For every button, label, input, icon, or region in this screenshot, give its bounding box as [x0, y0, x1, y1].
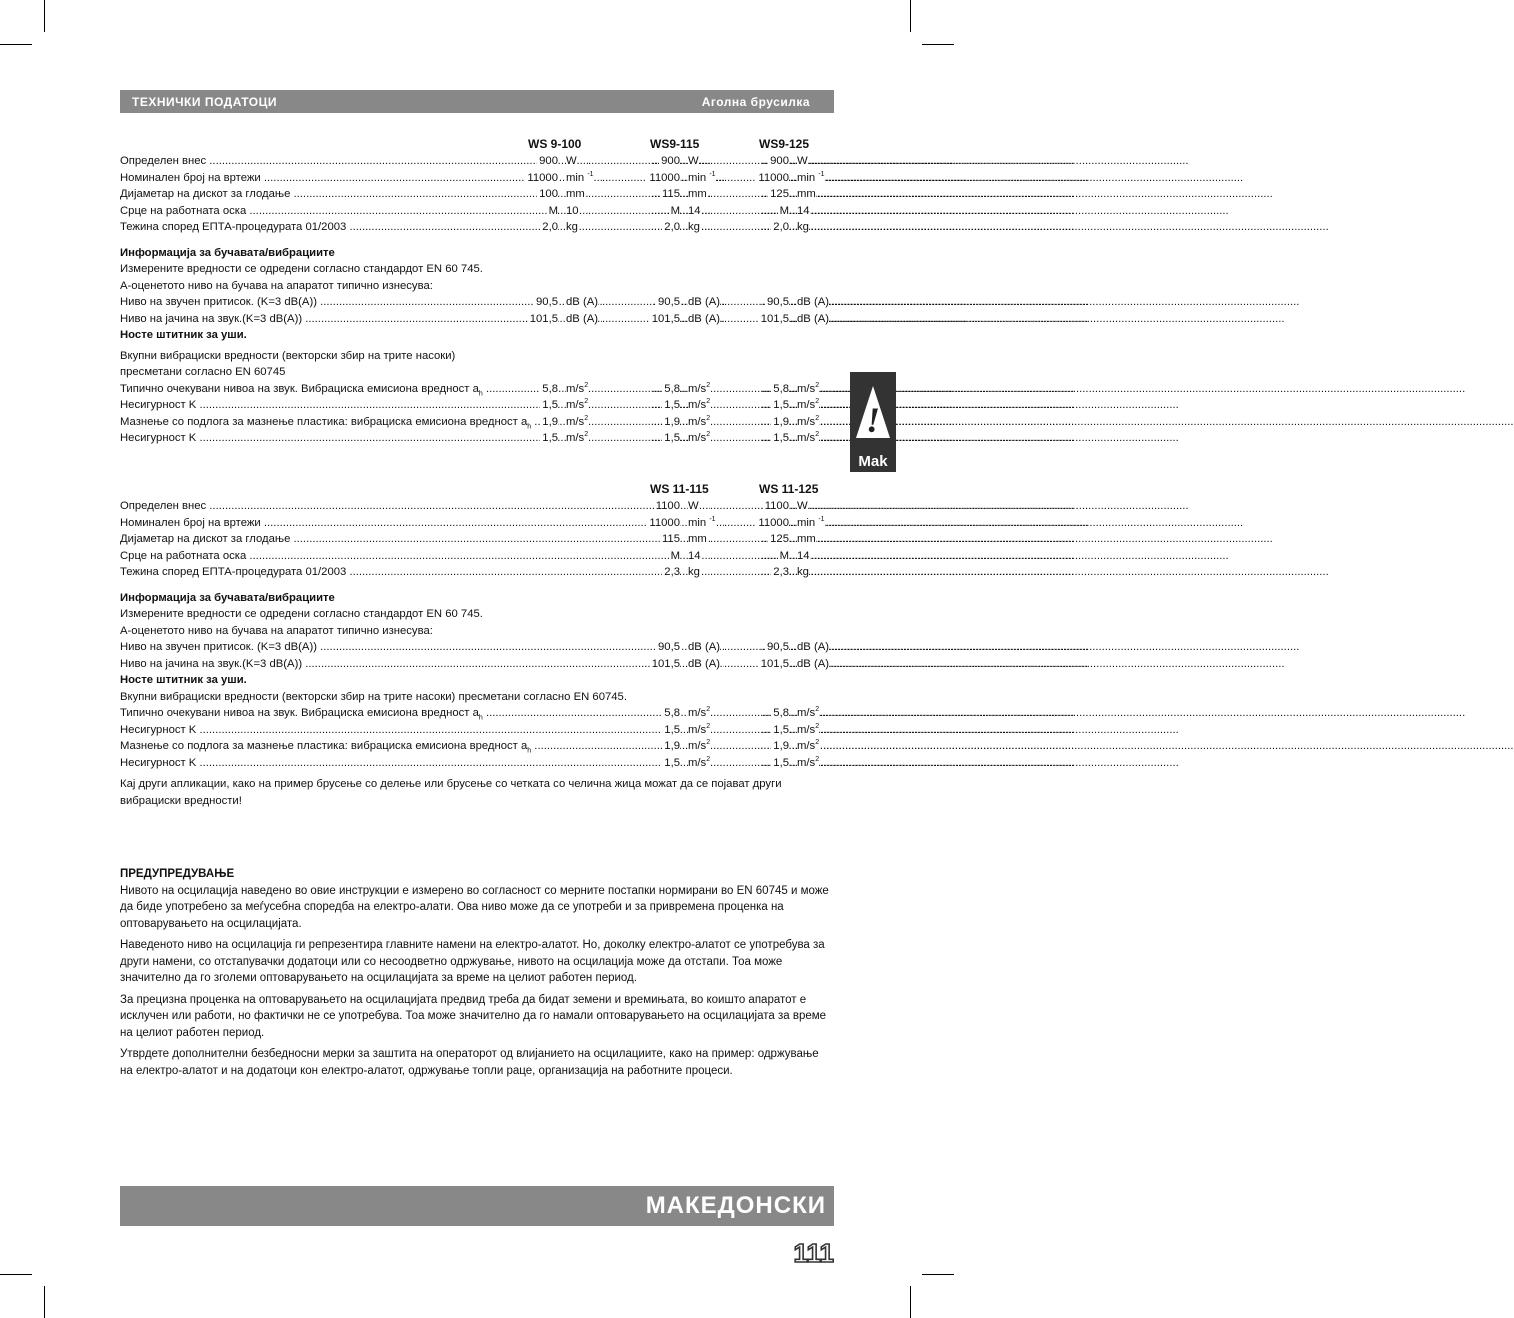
dot-leader [588, 203, 652, 220]
spec-label: Номинален број на вртежи ..... [120, 170, 530, 187]
spec-label: Ниво на звучен притисок. (K=3 dB(A)) ..... [120, 294, 530, 311]
spec-label: Срце на работната оска ..... [120, 548, 652, 565]
language-label: МАКЕДОНСКИ [645, 1192, 826, 1219]
spec-unit: $m/s^2$ [797, 755, 819, 772]
spec-unit: 14 [688, 203, 701, 220]
spec-unit: $m/s^2$ [688, 755, 710, 772]
dot-leader [710, 397, 761, 414]
spec-value: 100 [537, 186, 558, 203]
spec-value: 101,5 [759, 311, 789, 328]
spec-unit: $m/s^2$ [688, 705, 710, 722]
spec-unit: $m/s^2$ [797, 414, 819, 431]
dot-leader [588, 153, 652, 170]
spec-row [120, 430, 834, 447]
model-name: WS 11-115 [650, 482, 709, 496]
dot-leader [710, 153, 761, 170]
crop-mark [910, 1286, 911, 1318]
spec-row [120, 397, 834, 414]
spec-unit: $m/s^2$ [566, 414, 588, 431]
spec-value: 1,5 [540, 430, 558, 447]
spec-unit: $m/s^2$ [797, 722, 819, 739]
dot-leader [724, 656, 761, 673]
dot-leader [710, 755, 761, 772]
spec-unit: dB (A) [688, 639, 720, 656]
warning-paragraph: Утврдете дополнителни безбедносни мерки за заштита на операторот од влијанието на осцилациите, како на пример: одржување на електро-алатот и на додатоци кон електро-алатот, одржување топли раце, организација на работните процеси. [120, 1048, 819, 1077]
model-header-row [120, 136, 834, 153]
spec-label: Ниво на звучен притисок. (K=3 dB(A)) ..... [120, 639, 652, 656]
spec-row [120, 515, 834, 532]
spec-unit: dB (A) [566, 294, 598, 311]
dot-leader [710, 219, 761, 236]
spec-value: 101,5 [650, 311, 680, 328]
spec-unit: $m/s^2$ [688, 738, 710, 755]
spec-unit: 14 [797, 548, 810, 565]
model-name: WS 9-100 [528, 137, 582, 151]
spec-value: 115 [660, 186, 680, 203]
spec-row [120, 564, 834, 581]
model-header-row [120, 481, 834, 498]
spec-label: Определен внес ..... [120, 498, 652, 515]
language-tab-label: Mak [858, 453, 888, 470]
crop-mark [910, 0, 911, 32]
ear-protection-note: Носте штитник за уши. [120, 329, 247, 341]
spec-unit: dB (A) [688, 294, 720, 311]
spec-unit: 14 [797, 203, 810, 220]
spec-unit: mm [797, 531, 816, 548]
spec-unit: kg [688, 219, 700, 236]
svg-text:!: ! [865, 400, 881, 440]
model-name: WS 11-125 [759, 482, 819, 496]
spec-label: Ниво на јачина на звук.(K=3 dB(A)) ..... [120, 311, 530, 328]
spec-row [120, 294, 834, 311]
page-number: 111 [793, 1238, 834, 1268]
spec-unit: $m/s^2$ [688, 722, 710, 739]
dot-leader [588, 186, 652, 203]
spec-unit: $m/s^2$ [797, 430, 819, 447]
spec-value: 90,5 [656, 639, 680, 656]
spec-unit: dB (A) [797, 656, 829, 673]
spec-unit: $m/s^2$ [797, 705, 819, 722]
spec-value: 1,5 [771, 755, 789, 772]
dot-leader [710, 430, 761, 447]
dot-leader [710, 705, 761, 722]
spec-value: 1,5 [662, 722, 680, 739]
spec-label: Несигурност K ..... [120, 397, 530, 414]
dot-leader [588, 414, 652, 431]
spec-unit: 14 [688, 548, 701, 565]
spec-row [120, 186, 834, 203]
product-name: Аголна брусилка [701, 95, 810, 109]
spec-value: 5,8 [662, 381, 680, 398]
spec-label: Номинален број на вртежи ..... [120, 515, 652, 532]
spec-value: 11000 [647, 515, 680, 532]
spec-value: 2,3 [771, 564, 789, 581]
spec-value: 115 [660, 531, 680, 548]
spec-row [120, 219, 834, 236]
spec-table-ws9 [120, 136, 834, 447]
noise-title: Информација за бучавата/вибрациите [120, 246, 335, 259]
spec-value: 1,5 [540, 397, 558, 414]
spec-unit: dB (A) [797, 311, 829, 328]
spec-unit: min $^{-1}$ [797, 170, 825, 187]
spec-value: 900 [659, 153, 680, 170]
spec-row [120, 738, 834, 755]
dot-leader [710, 564, 761, 581]
spec-unit: $m/s^2$ [566, 430, 588, 447]
crop-mark [922, 1274, 954, 1275]
spec-unit: $m/s^2$ [688, 414, 710, 431]
spec-row [120, 639, 834, 656]
vibration-text: Вкупни вибрациски вредности (векторски збир на трите насоки) [120, 349, 456, 362]
dot-leader [710, 498, 761, 515]
spec-unit: W [688, 498, 699, 515]
dot-leader [588, 430, 652, 447]
dot-leader [588, 381, 652, 398]
spec-value: 5,8 [771, 705, 789, 722]
spec-unit: $m/s^2$ [688, 381, 710, 398]
spec-value: 900 [537, 153, 558, 170]
warning-section [120, 866, 834, 1084]
spec-value: 90,5 [765, 294, 789, 311]
spec-value: 1,5 [662, 755, 680, 772]
model-name: WS9-125 [759, 137, 810, 151]
spec-value: 1,5 [662, 430, 680, 447]
spec-label: Типично очекувани нивоа на звук. Вибрациска емисиона вредност $a_h$ ..... [120, 705, 652, 722]
crop-mark [0, 1274, 32, 1275]
spec-unit: kg [797, 564, 809, 581]
dot-leader [602, 170, 652, 187]
spec-unit: $m/s^2$ [688, 430, 710, 447]
dot-leader [588, 219, 652, 236]
spec-label: Дијаметар на дискот за глодање ..... [120, 531, 652, 548]
spec-row [120, 548, 834, 565]
spec-row [120, 531, 834, 548]
spec-row [120, 722, 834, 739]
spec-value: 101,5 [759, 656, 789, 673]
spec-label: Ниво на јачина на звук.(K=3 dB(A)) ..... [120, 656, 652, 673]
vibration-text: пресметани согласно EN 60745 [120, 366, 286, 378]
spec-label: Дијаметар на дискот за глодање ..... [120, 186, 530, 203]
spec-value: 1,9 [540, 414, 558, 431]
spec-value: 900 [768, 153, 789, 170]
crop-mark [0, 44, 32, 45]
warning-title: ПРЕДУПРЕДУВАЊЕ [120, 868, 235, 880]
spec-unit: mm [688, 531, 707, 548]
spec-label: Несигурност K ..... [120, 722, 652, 739]
dot-leader [710, 548, 761, 565]
spec-value: 5,8 [540, 381, 558, 398]
spec-unit: W [797, 153, 808, 170]
warning-paragraph: Нивото на осцилација наведено во овие инструкции е измерено во согласност со мерните постапки нормирани во EN 60745 и може да биде употребено за меѓусебна споредба на електро-алати. Ова ниво може да се употреби и за привремена проценка на оптоварувањето на осцилацијата. [120, 884, 829, 930]
dot-leader [602, 294, 652, 311]
spec-unit: $m/s^2$ [797, 381, 819, 398]
dot-leader [710, 203, 761, 220]
spec-table-ws11 [120, 481, 834, 809]
spec-label: Типично очекувани нивоа на звук. Вибрациска емисиона вредност $a_h$ ..... [120, 381, 530, 398]
noise-text: Измерените вредности се одредени согласно стандардот EN 60 745. [120, 608, 483, 620]
spec-value: 1,5 [771, 430, 789, 447]
spec-value: 2,0 [662, 219, 680, 236]
dot-leader [724, 311, 761, 328]
crop-mark [44, 0, 45, 32]
spec-row [120, 414, 834, 431]
dot-leader [724, 294, 761, 311]
dot-leader [710, 722, 761, 739]
spec-value: 101,5 [528, 311, 558, 328]
dot-leader [710, 381, 761, 398]
spec-value: 1,5 [771, 397, 789, 414]
spec-value: 11000 [756, 515, 789, 532]
section-header [120, 90, 834, 113]
dot-leader [602, 311, 652, 328]
spec-unit: min $^{-1}$ [566, 170, 594, 187]
vibration-text: Вкупни вибрациски вредности (векторски збир на трите насоки) пресметани согласно EN 60745. [120, 690, 627, 703]
spec-value: 1,9 [771, 738, 789, 755]
spec-unit: kg [566, 219, 578, 236]
spec-value: 2,3 [662, 564, 680, 581]
spec-value: 11000 [525, 170, 558, 187]
spec-row [120, 755, 834, 772]
spec-unit: $m/s^2$ [566, 381, 588, 398]
spec-value: 125 [768, 186, 789, 203]
spec-value: 90,5 [656, 294, 680, 311]
spec-unit: mm [688, 186, 707, 203]
dot-leader [710, 186, 761, 203]
spec-unit: $m/s^2$ [797, 397, 819, 414]
spec-value: 2,0 [540, 219, 558, 236]
spec-value: 101,5 [650, 656, 680, 673]
spec-value: 1,9 [771, 414, 789, 431]
spec-value: 5,8 [662, 705, 680, 722]
spec-label: Мазнење со подлога за мазнење пластика: вибрациска емисиона вредност $a_h$ ..... [120, 738, 652, 755]
spec-value: 1100 [763, 498, 789, 515]
spec-value: 1,5 [771, 722, 789, 739]
spec-unit: $m/s^2$ [797, 738, 819, 755]
spec-unit: W [566, 153, 577, 170]
spec-unit: dB (A) [688, 656, 720, 673]
spec-unit: dB (A) [797, 294, 829, 311]
language-tab [850, 372, 896, 472]
dot-leader [588, 397, 652, 414]
spec-label: Тежина според ЕПТА-процедурата 01/2003 ..... [120, 219, 530, 236]
spec-label: Определен внес ..... [120, 153, 530, 170]
spec-row [120, 170, 834, 187]
spec-unit: dB (A) [797, 639, 829, 656]
dot-leader [710, 414, 761, 431]
spec-unit: min $^{-1}$ [688, 170, 716, 187]
spec-label: Тежина според ЕПТА-процедурата 01/2003 ..... [120, 564, 652, 581]
crop-mark [44, 1286, 45, 1318]
spec-value: 1100 [654, 498, 680, 515]
spec-row [120, 656, 834, 673]
spec-value: 5,8 [771, 381, 789, 398]
language-footer-bar [120, 1186, 834, 1226]
spec-label: Мазнење со подлога за мазнење пластика: вибрациска емисиона вредност $a_h$ ..... [120, 414, 530, 431]
spec-label: Срце на работната оска ..... [120, 203, 530, 220]
spec-row [120, 381, 834, 398]
spec-label: Несигурност K ..... [120, 430, 530, 447]
spec-value: 90,5 [534, 294, 558, 311]
spec-value: 11000 [647, 170, 680, 187]
noise-title: Информација за бучавата/вибрациите [120, 591, 335, 604]
spec-unit: min $^{-1}$ [797, 515, 825, 532]
spec-value: M [669, 203, 680, 220]
spec-value: 11000 [756, 170, 789, 187]
dot-leader [724, 639, 761, 656]
spec-unit: W [688, 153, 699, 170]
spec-unit: mm [566, 186, 585, 203]
noise-text: Измерените вредности се одредени согласно стандардот EN 60 745. [120, 263, 483, 275]
spec-row [120, 498, 834, 515]
spec-unit: 10 [566, 203, 579, 220]
spec-value: 1,5 [662, 397, 680, 414]
noise-text: А-оценетото ниво на бучава на апаратот типично изнесува: [120, 279, 433, 292]
spec-unit: $m/s^2$ [566, 397, 588, 414]
spec-value: M [669, 548, 680, 565]
spec-value: 2,0 [771, 219, 789, 236]
spec-value: M [778, 203, 789, 220]
spec-unit: min $^{-1}$ [688, 515, 716, 532]
warning-paragraph: За прецизна проценка на оптоварувањето на осцилацијата предвид треба да бидат земени и времињата, во коишто апаратот е исклучен или работи, но фактички не се употребува. Тоа може значително да го намали оптоварувањето на осцилацијата за време на целиот работен период. [120, 993, 827, 1039]
spec-value: 90,5 [765, 639, 789, 656]
spec-unit: W [797, 498, 808, 515]
spec-value: 1,9 [662, 738, 680, 755]
spec-value: 1,9 [662, 414, 680, 431]
spec-value: 125 [768, 531, 789, 548]
spec-unit: kg [797, 219, 809, 236]
spec-unit: dB (A) [566, 311, 598, 328]
spec-row [120, 705, 834, 722]
warning-triangle-icon [854, 382, 892, 446]
spec-unit: $m/s^2$ [688, 397, 710, 414]
spec-row [120, 311, 834, 328]
spec-label: Несигурност K ..... [120, 755, 652, 772]
noise-text: А-оценетото ниво на бучава на апаратот типично изнесува: [120, 624, 433, 637]
spec-unit: dB (A) [688, 311, 720, 328]
spec-value: M [547, 203, 558, 220]
spec-unit: kg [688, 564, 700, 581]
spec-row [120, 153, 834, 170]
spec-value: M [778, 548, 789, 565]
section-title: ТЕХНИЧКИ ПОДАТОЦИ [132, 95, 278, 109]
spec-row [120, 203, 834, 220]
model-name: WS9-115 [650, 137, 700, 151]
spec-unit: mm [797, 186, 816, 203]
warning-paragraph: Наведеното ниво на осцилација ги репрезентира главните намени на електро-алатот. Но, доколку електро-алатот се употребува за други намени, со отстапувачки додатоци или со несоодветно одржување, нивото на осцилација може да отстапи. Тоа може значително да го зголеми оптоварувањето на осцилацијата за време на целиот работен период. [120, 939, 825, 984]
dot-leader [710, 738, 761, 755]
other-applications-note: Кај други апликации, како на пример брусење со делење или брусење со четката со челична жица можат да се појават други вибрациски вредности! [120, 778, 782, 807]
dot-leader [710, 531, 761, 548]
crop-mark [922, 44, 954, 45]
ear-protection-note: Носте штитник за уши. [120, 674, 247, 686]
